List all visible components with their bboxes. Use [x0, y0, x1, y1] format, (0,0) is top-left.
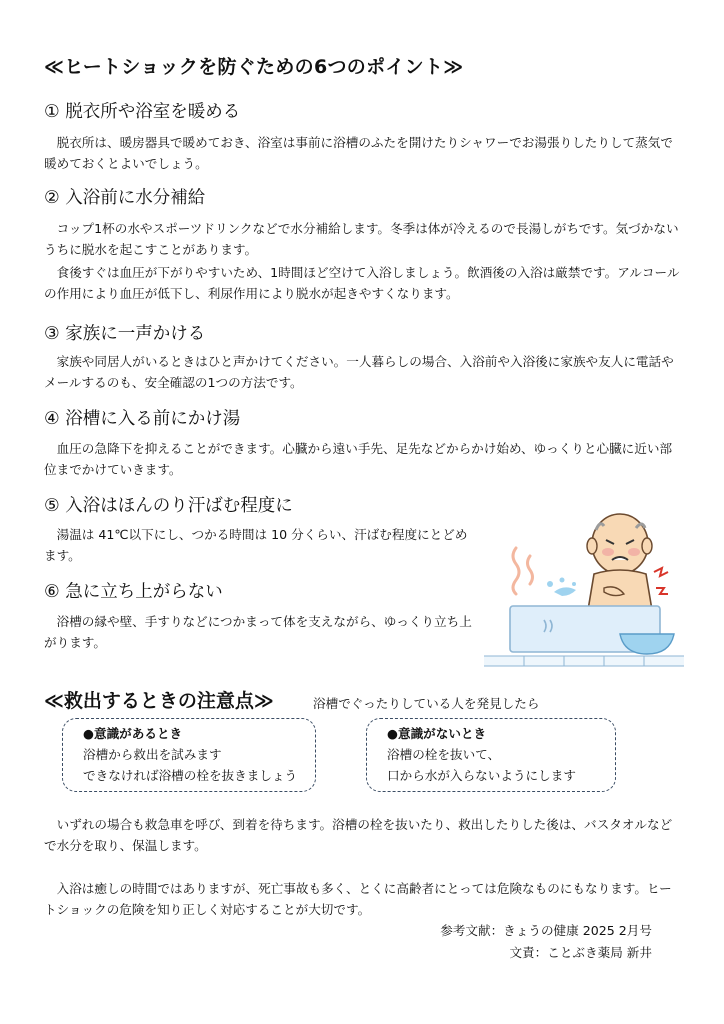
page-title: ≪ヒートショックを防ぐための6つのポイント≫	[44, 56, 464, 78]
conscious-line-1: 浴槽から救出を試みます	[83, 747, 222, 762]
elderly-man-in-bath-illustration	[484, 508, 684, 674]
point-5-text: 湯温は 41℃以下にし、つかる時間は 10 分くらい、汗ばむ程度にとどめます。	[44, 527, 468, 563]
rescue-subtitle: 浴槽でぐったりしている人を発見したら	[313, 696, 540, 711]
water-splash-icon	[554, 587, 576, 596]
point-2-heading: ② 入浴前に水分補給	[44, 188, 206, 208]
point-1-heading: ① 脱衣所や浴室を暖める	[44, 102, 241, 122]
point-4-heading: ④ 浴槽に入る前にかけ湯	[44, 409, 241, 429]
steam-icon	[513, 548, 519, 594]
unconscious-line-2: 口から水が入らないようにします	[387, 768, 576, 783]
point-3-heading: ③ 家族に一声かける	[44, 324, 206, 344]
rescue-note: いずれの場合も救急車を呼び、到着を待ちます。浴槽の栓を抜いたり、救出したりした後は、バスタオルなどで水分を取り、保温します。	[44, 817, 673, 853]
point-2-text-1: コップ1杯の水やスポーツドリンクなどで水分補給します。冬季は体が冷えるので長湯しがちです。気づかないうちに脱水を起こすことがあります。	[44, 221, 679, 257]
point-5-heading: ⑤ 入浴はほんのり汗ばむ程度に	[44, 496, 293, 516]
point-4-text: 血圧の急降下を抑えることができます。心臓から遠い手先、足先などからかけ始め、ゆっくりと心臓に近い部位までかけていきます。	[44, 441, 673, 477]
point-6-text: 浴槽の縁や壁、手すりなどにつかまって体を支えながら、ゆっくり立ち上がります。	[44, 614, 472, 650]
conscious-line-2: できなければ浴槽の栓を抜きましょう	[83, 768, 298, 783]
unconscious-heading: ●意識がないとき	[387, 726, 487, 741]
author-text: 文責：ことぶき薬局 新井	[509, 945, 652, 960]
point-1-text: 脱衣所は、暖房器具で暖めておき、浴室は事前に浴槽のふたを開けたりシャワーでお湯張りしたりして蒸気で暖めておくとよいでしょう。	[44, 135, 673, 171]
conscious-heading: ●意識があるとき	[83, 726, 183, 741]
alarm-zigzag-icon	[654, 568, 668, 576]
reference-text: 参考文献：きょうの健康 2025 2月号	[440, 923, 652, 938]
rescue-title: ≪救出するときの注意点≫	[44, 690, 274, 712]
point-6-heading: ⑥ 急に立ち上がらない	[44, 582, 223, 602]
unconscious-box	[366, 718, 616, 792]
point-2-text-2: 食後すぐは血圧が下がりやすいため、1時間ほど空けて入浴しましょう。飲酒後の入浴は厳禁です。アルコールの作用により血圧が低下し、利尿作用により脱水が起きやすくなります。	[44, 265, 680, 301]
point-3-text: 家族や同居人がいるときはひと声かけてください。一人暮らしの場合、入浴前や入浴後に家族や友人に電話やメールするのも、安全確認の1つの方法です。	[44, 354, 674, 390]
unconscious-line-1: 浴槽の栓を抜いて、	[387, 747, 501, 762]
elderly-man-figure	[587, 514, 652, 610]
conscious-box	[62, 718, 316, 792]
closing-text: 入浴は癒しの時間ではありますが、死亡事故も多く、とくに高齢者にとっては危険なものにもなります。ヒートショックの危険を知り正しく対応することが大切です。	[44, 881, 672, 917]
